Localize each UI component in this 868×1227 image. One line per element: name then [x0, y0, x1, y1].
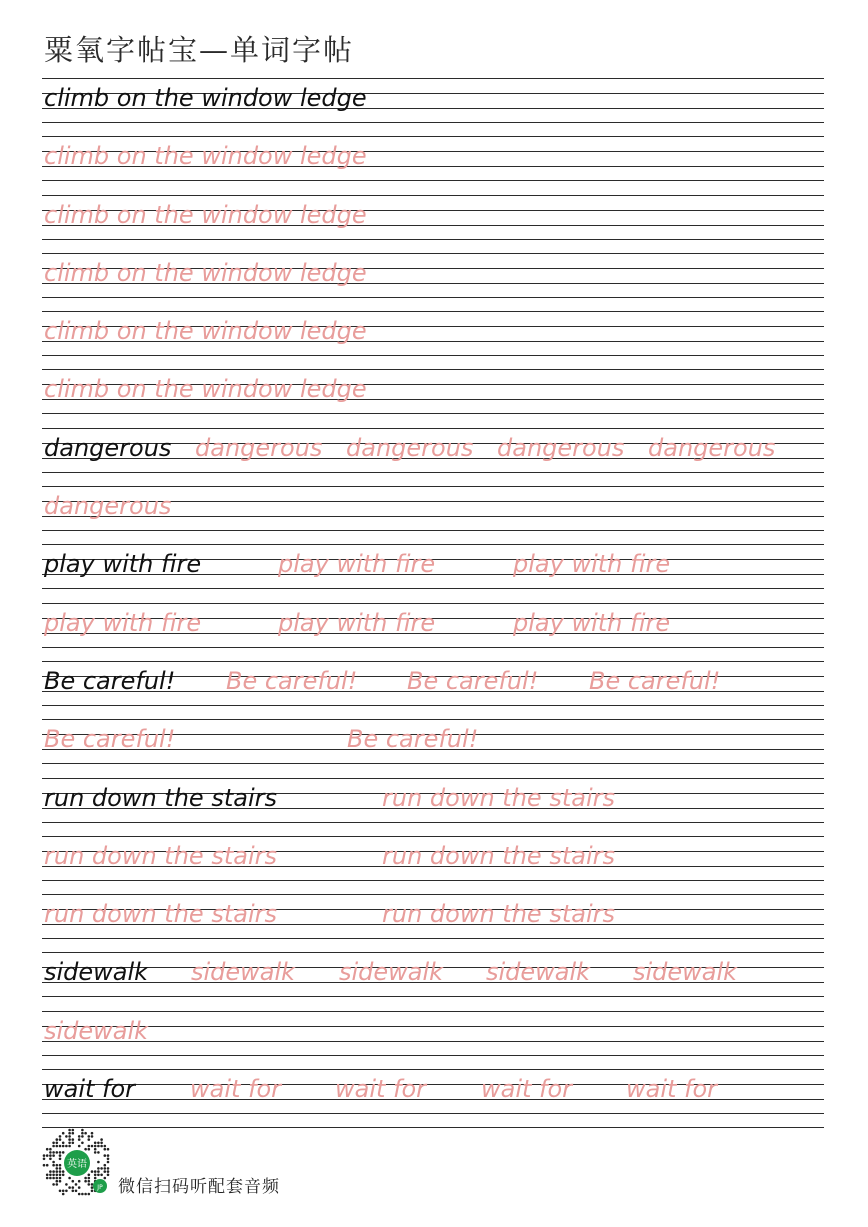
ruling-line: [42, 996, 824, 997]
trace-phrase: sidewalk: [633, 958, 738, 987]
trace-phrase: run down the stairs: [382, 900, 615, 929]
ruling-line: [42, 1113, 824, 1114]
trace-phrase: Be careful!: [407, 666, 539, 695]
practice-row: [42, 952, 824, 1010]
ruling-line: [42, 311, 824, 312]
practice-row: [42, 369, 824, 427]
ruling-line: [42, 122, 824, 123]
practice-row: [42, 195, 824, 253]
model-phrase: Be careful!: [44, 666, 176, 695]
ruling-line: [42, 603, 824, 604]
ruling-line: [42, 428, 824, 429]
model-phrase: run down the stairs: [44, 783, 277, 812]
ruling-line: [42, 822, 824, 823]
model-phrase: climb on the window ledge: [44, 84, 367, 112]
trace-phrase: run down the stairs: [44, 841, 277, 870]
trace-phrase: sidewalk: [339, 958, 444, 987]
practice-row: [42, 1069, 824, 1127]
ruling-line: [42, 719, 824, 720]
trace-phrase: climb on the window ledge: [44, 142, 367, 171]
trace-phrase: Be careful!: [44, 725, 176, 754]
qr-badge-label: 英语: [67, 1159, 87, 1170]
ruling-line: [42, 880, 824, 881]
ruling-line: [42, 1069, 824, 1070]
trace-phrase: sidewalk: [191, 958, 296, 987]
ruling-line: [42, 705, 824, 706]
practice-row: [42, 544, 824, 602]
trace-phrase: dangerous: [648, 433, 776, 462]
ruling-line: [42, 1026, 824, 1027]
ruling-line: [42, 253, 824, 254]
trace-phrase: play with fire: [513, 608, 671, 637]
ruling-line: [42, 588, 824, 589]
ruling-line: [42, 297, 824, 298]
trace-phrase: wait for: [481, 1075, 573, 1104]
trace-phrase: play with fire: [44, 608, 202, 637]
ruling-line: [42, 136, 824, 137]
trace-phrase: dangerous: [195, 433, 323, 462]
model-phrase: dangerous: [44, 433, 172, 462]
trace-phrase: climb on the window ledge: [44, 375, 367, 404]
trace-phrase: run down the stairs: [44, 900, 277, 929]
trace-phrase: Be careful!: [589, 666, 721, 695]
ruling-line: [42, 894, 824, 895]
practice-row: [42, 428, 824, 486]
practice-row: [42, 778, 824, 836]
trace-phrase: sidewalk: [44, 1016, 149, 1045]
practice-row: [42, 311, 824, 369]
ruling-line: [42, 355, 824, 356]
trace-phrase: wait for: [190, 1075, 282, 1104]
ruling-line: [42, 1011, 824, 1012]
trace-phrase: dangerous: [346, 433, 474, 462]
trace-phrase: dangerous: [497, 433, 625, 462]
trace-phrase: play with fire: [278, 550, 436, 579]
ruling-line: [42, 78, 824, 79]
practice-row: [42, 486, 824, 544]
ruling-line: [42, 486, 824, 487]
ruling-line: [42, 1041, 824, 1042]
trace-phrase: climb on the window ledge: [44, 317, 367, 346]
practice-row: [42, 78, 824, 136]
practice-row: [42, 719, 824, 777]
trace-phrase: Be careful!: [347, 725, 479, 754]
trace-phrase: dangerous: [44, 492, 172, 521]
trace-phrase: wait for: [335, 1075, 427, 1104]
trace-phrase: run down the stairs: [382, 783, 615, 812]
ruling-line: [42, 763, 824, 764]
qr-corner-label: JP: [97, 1184, 103, 1191]
page-title: 粟氧字帖宝—单词字帖: [44, 33, 355, 67]
ruling-line: [42, 952, 824, 953]
ruling-line: [42, 530, 824, 531]
ruling-line: [42, 836, 824, 837]
model-phrase: play with fire: [44, 550, 202, 579]
trace-phrase: Be careful!: [226, 666, 358, 695]
ruling-line: [42, 472, 824, 473]
ruling-line: [42, 938, 824, 939]
ruling-line: [42, 369, 824, 370]
trace-phrase: climb on the window ledge: [44, 258, 367, 287]
ruling-line: [42, 239, 824, 240]
practice-row: [42, 136, 824, 194]
audio-footer: [42, 1128, 462, 1198]
ruling-line: [42, 778, 824, 779]
model-phrase: sidewalk: [44, 958, 149, 987]
ruling-line: [42, 647, 824, 648]
practice-sheet: [42, 78, 824, 1127]
trace-phrase: sidewalk: [486, 958, 591, 987]
ruling-line: [42, 180, 824, 181]
qr-code-icon[interactable]: [42, 1128, 112, 1198]
trace-phrase: climb on the window ledge: [44, 200, 367, 229]
trace-phrase: play with fire: [278, 608, 436, 637]
practice-row: [42, 836, 824, 894]
practice-row: [42, 603, 824, 661]
ruling-line: [42, 413, 824, 414]
practice-row: [42, 894, 824, 952]
trace-phrase: run down the stairs: [382, 841, 615, 870]
ruling-line: [42, 195, 824, 196]
ruling-line: [42, 544, 824, 545]
practice-row: [42, 253, 824, 311]
trace-phrase: wait for: [626, 1075, 718, 1104]
ruling-line: [42, 1055, 824, 1056]
ruling-line: [42, 661, 824, 662]
trace-phrase: play with fire: [513, 550, 671, 579]
practice-row: [42, 1011, 824, 1069]
model-phrase: wait for: [44, 1075, 136, 1104]
practice-row: [42, 661, 824, 719]
scan-instruction: 微信扫码听配套音频: [118, 1177, 280, 1197]
